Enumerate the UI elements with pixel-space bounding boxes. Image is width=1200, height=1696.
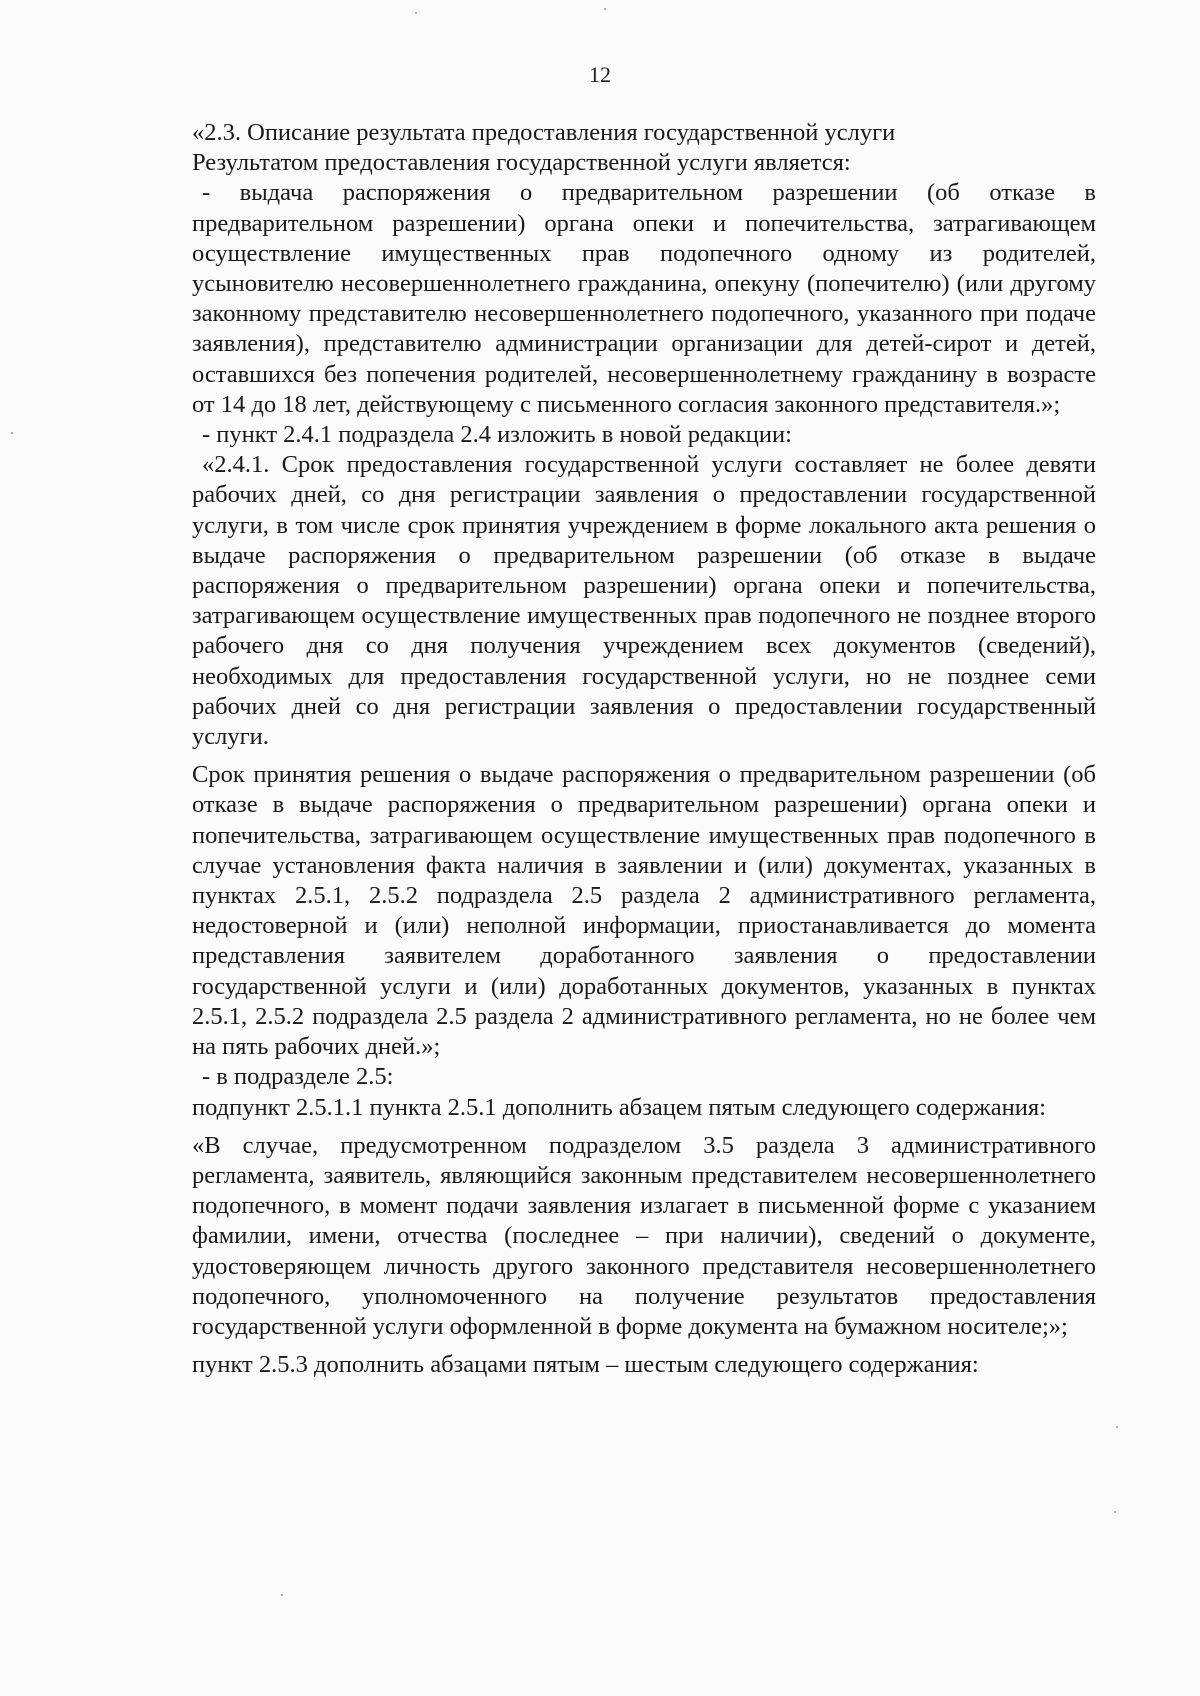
section-heading-2-3: «2.3. Описание результата предоставления государственной услуги	[192, 119, 896, 146]
case-3-5-paragraph: «В случае, предусмотренном подразделом 3.5 раздела 3 административного регламента, заявитель, являющийся законным представителем несовершеннолетнего подопечного, в момент подачи заявления излагает в письменной форме с указанием фамилии, имени, отчества (последнее – при наличии), сведений о документе, удостоверяющем личность другого законного представителя несовершеннолетнего подопечного, уполномоченного на получение результатов предоставления государственной услуги оформленной в форме документа на бумажном носителе;»;	[192, 1131, 1096, 1340]
amendment-2-4-1-paragraph: - пункт 2.4.1 подраздела 2.4 изложить в новой редакции:	[202, 421, 792, 449]
page-number: 12	[589, 62, 611, 87]
result-intro-paragraph: Результатом предоставления государственной услуги является:	[192, 149, 851, 177]
subitem-2-5-1-1-paragraph: подпункт 2.5.1.1 пункта 2.5.1 дополнить абзацем пятым следующего содержания:	[192, 1093, 1046, 1121]
scan-speck	[281, 1594, 283, 1596]
subsection-2-5-paragraph: - в подразделе 2.5:	[202, 1063, 394, 1091]
suspension-term-paragraph: Срок принятия решения о выдаче распоряжения о предварительном разрешении (об отказе в выдаче распоряжения о предварительном разрешении) органа опеки и попечительства, затрагивающем осуществление имущественных прав подопечного в случае установления факта наличия в заявлении и (или) документах, указанных в пунктах 2.5.1, 2.5.2 подраздела 2.5 раздела 2 административного регламента, недостоверной и (или) неполной информации, приостанавливается до момента представления заявителем доработанного заявления о предоставлении государственной услуги и (или) доработанных документов, указанных в пунктах 2.5.1, 2.5.2 подраздела 2.5 раздела 2 административного регламента, но не более чем на пять рабочих дней.»;	[192, 761, 1096, 1061]
scan-speck	[11, 432, 13, 434]
result-item-paragraph: - выдача распоряжения о предварительном разрешении (об отказе в предварительном разрешении) органа опеки и попечительства, затрагивающем осуществление имущественных прав подопечного одному из родителей, усыновителю несовершеннолетнего гражданина, опекуну (попечителю) (или другому законному представителю несовершеннолетнего подопечного, указанного при подаче заявления), представителю администрации организации для детей-сирот и детей, оставшихся без попечения родителей, несовершеннолетнему гражданину в возрасте от 14 до 18 лет, действующему с письменного согласия законного представителя.»;	[192, 179, 1096, 418]
scan-speck	[1114, 1511, 1116, 1513]
scan-speck	[604, 8, 606, 10]
scan-speck	[415, 12, 417, 14]
term-2-4-1-paragraph: «2.4.1. Срок предоставления государственной услуги составляет не более девяти рабочих дней, со дня регистрации заявления о предоставлении государственной услуги, в том числе срок принятия учреждением в форме локального акта решения о выдаче распоряжения о предварительном разрешении (об отказе в выдаче распоряжения о предварительном разрешении) органа опеки и попечительства, затрагивающем осуществление имущественных прав подопечного не позднее второго рабочего дня со дня получения учреждением всех документов (сведений), необходимых для предоставления государственной услуги, но не позднее семи рабочих дней со дня регистрации заявления о предоставлении государственный услуги.	[192, 451, 1096, 751]
scan-speck	[1116, 1426, 1118, 1428]
item-2-5-3-paragraph: пункт 2.5.3 дополнить абзацами пятым – шестым следующего содержания:	[192, 1351, 979, 1379]
document-body	[192, 118, 1096, 1380]
